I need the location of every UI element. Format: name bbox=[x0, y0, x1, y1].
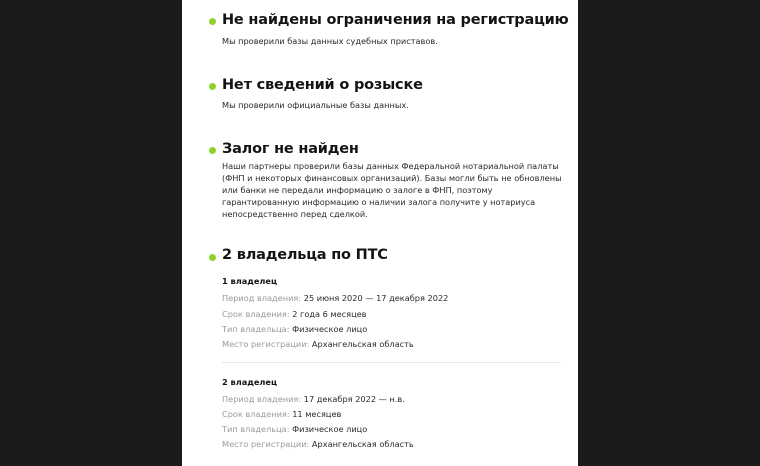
period-label: Период владения: bbox=[222, 293, 302, 303]
period-label: Период владения: bbox=[222, 394, 302, 404]
owner-2-type bbox=[222, 424, 367, 434]
check-text-restrictions: Мы проверили базы данных судебных приставов. bbox=[222, 36, 438, 46]
owners-title: 2 владельца по ПТС bbox=[222, 247, 388, 263]
status-bullet bbox=[209, 83, 216, 90]
region-value: Архангельская область bbox=[311, 439, 414, 449]
owner-2-duration bbox=[222, 409, 341, 419]
status-bullet bbox=[209, 254, 216, 261]
owner-2-region bbox=[222, 439, 414, 449]
check-title-wanted: Нет сведений о розыске bbox=[222, 77, 423, 93]
period-value: 25 июня 2020 — 17 декабря 2022 bbox=[303, 293, 449, 303]
owner-2-title: 2 владелец bbox=[222, 377, 278, 387]
owner-1-period bbox=[222, 293, 448, 303]
owner-1-region bbox=[222, 339, 414, 349]
type-label: Тип владельца: bbox=[222, 324, 290, 334]
type-value: Физическое лицо bbox=[292, 324, 368, 334]
owner-divider bbox=[222, 362, 561, 363]
check-title-pledge: Залог не найден bbox=[222, 141, 359, 157]
type-label: Тип владельца: bbox=[222, 424, 290, 434]
duration-label: Срок владения: bbox=[222, 309, 290, 319]
type-value: Физическое лицо bbox=[292, 424, 368, 434]
region-value: Архангельская область bbox=[311, 339, 414, 349]
duration-label: Срок владения: bbox=[222, 409, 290, 419]
period-value: 17 декабря 2022 — н.в. bbox=[303, 394, 405, 404]
duration-value: 2 года 6 месяцев bbox=[292, 309, 367, 319]
duration-value: 11 месяцев bbox=[292, 409, 342, 419]
report-card bbox=[182, 0, 578, 466]
check-title-restrictions: Не найдены ограничения на регистрацию bbox=[222, 12, 569, 28]
region-label: Место регистрации: bbox=[222, 439, 310, 449]
owner-1-title: 1 владелец bbox=[222, 276, 278, 286]
region-label: Место регистрации: bbox=[222, 339, 310, 349]
owner-1-type bbox=[222, 324, 367, 334]
owner-1-duration bbox=[222, 309, 367, 319]
check-text-pledge: Наши партнеры проверили базы данных Федеральной нотариальной палаты (ФНП и некоторых финансовых организаций). Базы могли быть не обновлены или банки не передали информацию о залоге в ФНП, поэтому гарантированную информацию о наличии залога получите у нотариуса непосредственно перед сделкой. bbox=[222, 161, 562, 219]
check-text-wanted: Мы проверили официальные базы данных. bbox=[222, 100, 409, 110]
status-bullet bbox=[209, 147, 216, 154]
status-bullet bbox=[209, 18, 216, 25]
owner-2-period bbox=[222, 394, 405, 404]
